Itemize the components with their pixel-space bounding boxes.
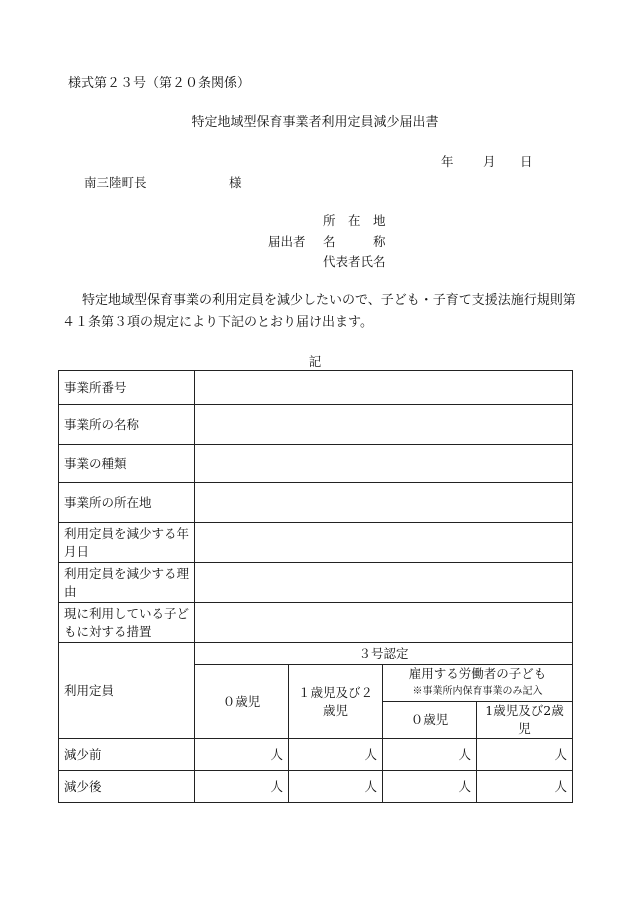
row-label: 利用定員を減少する理由: [59, 563, 195, 603]
age12-header: １歳児及び２歳児: [289, 665, 383, 739]
ki-label: 記: [308, 354, 322, 369]
row-label: 現に利用している子どもに対する措置: [59, 603, 195, 643]
date-day-label: 日: [520, 154, 533, 169]
age0-header: ０歳児: [195, 665, 289, 739]
value-cell[interactable]: [195, 483, 573, 523]
before-employee-age0-cell[interactable]: 人: [383, 739, 477, 771]
value-cell[interactable]: [195, 523, 573, 563]
employee-children-label: 雇用する労働者の子ども: [408, 666, 547, 681]
value-cell[interactable]: [195, 563, 573, 603]
capacity-header-row: [59, 643, 573, 665]
before-label: 減少前: [59, 739, 195, 771]
body-paragraph: 特定地域型保育事業の利用定員を減少したいので、子ども・子育て支援法施行規則第４１条第３項の規定により下記のとおり届け出ます。: [62, 293, 576, 330]
capacity-group-header: ３号認定: [195, 643, 573, 665]
row-label: 事業所の名称: [59, 405, 195, 445]
filer-name-label: 名 称: [323, 234, 386, 249]
row-label: 事業の種類: [59, 445, 195, 483]
addressee-name: 南三陸町長: [84, 175, 147, 190]
addressee-suffix: 様: [229, 175, 242, 190]
after-label: 減少後: [59, 771, 195, 803]
table-row: [59, 563, 573, 603]
date-year-label: 年: [441, 154, 454, 169]
filer-representative-label: 代表者氏名: [323, 254, 386, 269]
before-age12-cell[interactable]: 人: [289, 739, 383, 771]
row-label: 事業所の所在地: [59, 483, 195, 523]
value-cell[interactable]: [195, 371, 573, 405]
document-title: 特定地域型保育事業者利用定員減少届出書: [191, 115, 439, 130]
before-row: [59, 739, 573, 771]
table-row: [59, 603, 573, 643]
value-cell[interactable]: [195, 405, 573, 445]
row-label: 利用定員を減少する年月日: [59, 523, 195, 563]
row-label: 事業所番号: [59, 371, 195, 405]
filer-address-label: 所 在 地: [323, 213, 386, 228]
before-age0-cell[interactable]: 人: [195, 739, 289, 771]
table-row: [59, 405, 573, 445]
form-number: 様式第２３号（第２０条関係）: [68, 76, 251, 91]
after-age0-cell[interactable]: 人: [195, 771, 289, 803]
notification-table: [58, 370, 573, 803]
after-row: [59, 771, 573, 803]
value-cell[interactable]: [195, 445, 573, 483]
table-row: [59, 445, 573, 483]
employee-age12-header: 1歳児及び2歳児: [477, 702, 573, 739]
date-month-label: 月: [483, 154, 496, 169]
table-row: [59, 371, 573, 405]
employee-children-header: [383, 665, 573, 702]
filer-label: 届出者: [268, 234, 306, 249]
before-employee-age12-cell[interactable]: 人: [477, 739, 573, 771]
table-row: [59, 483, 573, 523]
after-employee-age12-cell[interactable]: 人: [477, 771, 573, 803]
table-row: [59, 523, 573, 563]
employee-age0-header: ０歳児: [383, 702, 477, 739]
employee-children-note: ※事業所内保育事業のみ記入: [412, 686, 543, 697]
value-cell[interactable]: [195, 603, 573, 643]
capacity-label: 利用定員: [59, 643, 195, 739]
after-employee-age0-cell[interactable]: 人: [383, 771, 477, 803]
after-age12-cell[interactable]: 人: [289, 771, 383, 803]
